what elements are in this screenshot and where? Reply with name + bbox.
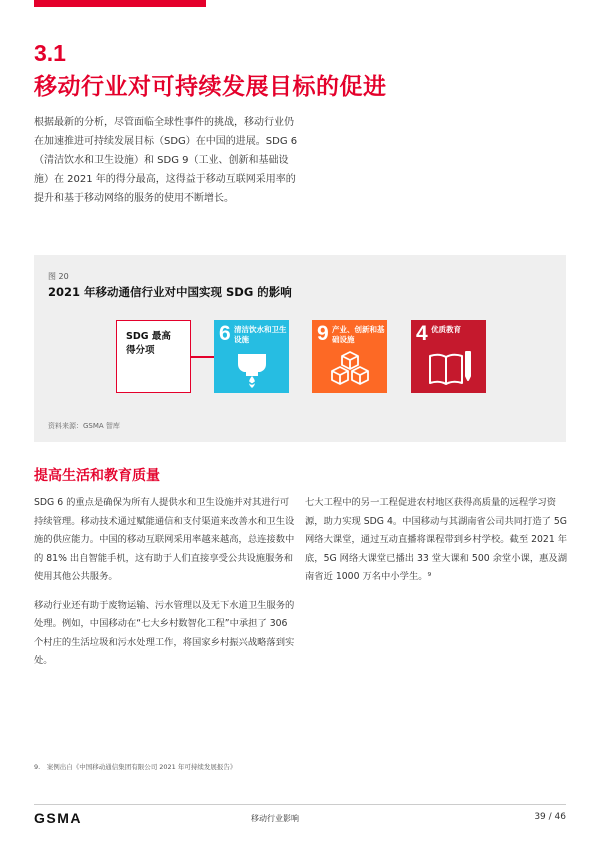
- sdg-4-number: 4: [416, 322, 428, 345]
- top-score-line2: 得分项: [126, 345, 155, 356]
- footer-divider: [34, 804, 566, 805]
- sdg-9-number: 9: [317, 322, 329, 345]
- sdg-9-tile: [312, 320, 387, 393]
- footnote: 9. 案例出自《中国移动通信集团有限公司 2021 年可持续发展报告》: [34, 763, 237, 771]
- left-paragraph-2: 移动行业还有助于废物运输、污水管理以及无下水道卫生服务的处理。例如，中国移动在“七大乡村数智化工程”中承担了 306 个村庄的生活垃圾和污水处理工作，将国家乡村振兴战略落到实处。: [34, 599, 295, 666]
- figure-panel: [34, 255, 566, 442]
- cubes-icon: [327, 350, 373, 390]
- left-column: [34, 494, 296, 681]
- left-paragraph-1: SDG 6 的重点是确保为所有人提供水和卫生设施并对其进行可持续管理。移动技术通过赋能通信和支付渠道来改善水和卫生设施的供应能力。中国的移动互联网采用率越来越高，总连接数中的 81% 出自智能手机，这有助于人们直接享受公共设施服务和使用其他公共服务。: [34, 497, 295, 582]
- connector-line: [191, 356, 214, 358]
- section-title: 移动行业对可持续发展目标的促进: [34, 74, 387, 100]
- figure-label: 图 20: [48, 272, 69, 281]
- sdg-9-label: 产业、创新和基础设施: [332, 325, 385, 344]
- figure-source: 资料来源：GSMA 智库: [48, 422, 120, 430]
- top-score-line1: SDG 最高: [126, 331, 171, 342]
- top-score-box: [116, 320, 191, 393]
- intro-paragraph: 根据最新的分析，尽管面临全球性事件的挑战，移动行业仍在加速推进可持续发展目标（SDG）在中国的进展。SDG 6（清洁饮水和卫生设施）和 SDG 9（工业、创新和基础设施）在 2021 年的得分最高，这得益于移动互联网采用率的提升和基于移动网络的服务的使用不断增长。: [34, 117, 298, 204]
- sdg-4-label: 优质教育: [431, 325, 461, 334]
- top-accent-bar: [34, 0, 206, 7]
- page-number: 39 / 46: [534, 812, 566, 822]
- book-pen-icon: [426, 348, 472, 388]
- sdg-6-label: 清洁饮水和卫生设施: [234, 325, 287, 344]
- sdg-4-tile: [411, 320, 486, 393]
- footer-section-name: 移动行业影响: [251, 814, 299, 823]
- right-column: [305, 494, 567, 597]
- sdg-6-tile: [214, 320, 289, 393]
- gsma-logo: GSMA: [34, 810, 82, 826]
- figure-title: 2021 年移动通信行业对中国实现 SDG 的影响: [48, 285, 292, 299]
- subsection-title: 提高生活和教育质量: [34, 468, 160, 484]
- section-number: 3.1: [34, 40, 66, 66]
- sdg-6-number: 6: [219, 322, 231, 345]
- water-tap-icon: [232, 350, 272, 390]
- right-paragraph-1: 七大工程中的另一工程促进农村地区获得高质量的远程学习资源，助力实现 SDG 4。中国移动与其湖南省公司共同打造了 5G 网络大课堂，通过互动直播将课程带到乡村学校。截至 2021 年底，5G 网络大课堂已播出 33 堂大课和 500 余堂小课，惠及湖南省近 1000 万名中小学生。⁹: [305, 497, 568, 582]
